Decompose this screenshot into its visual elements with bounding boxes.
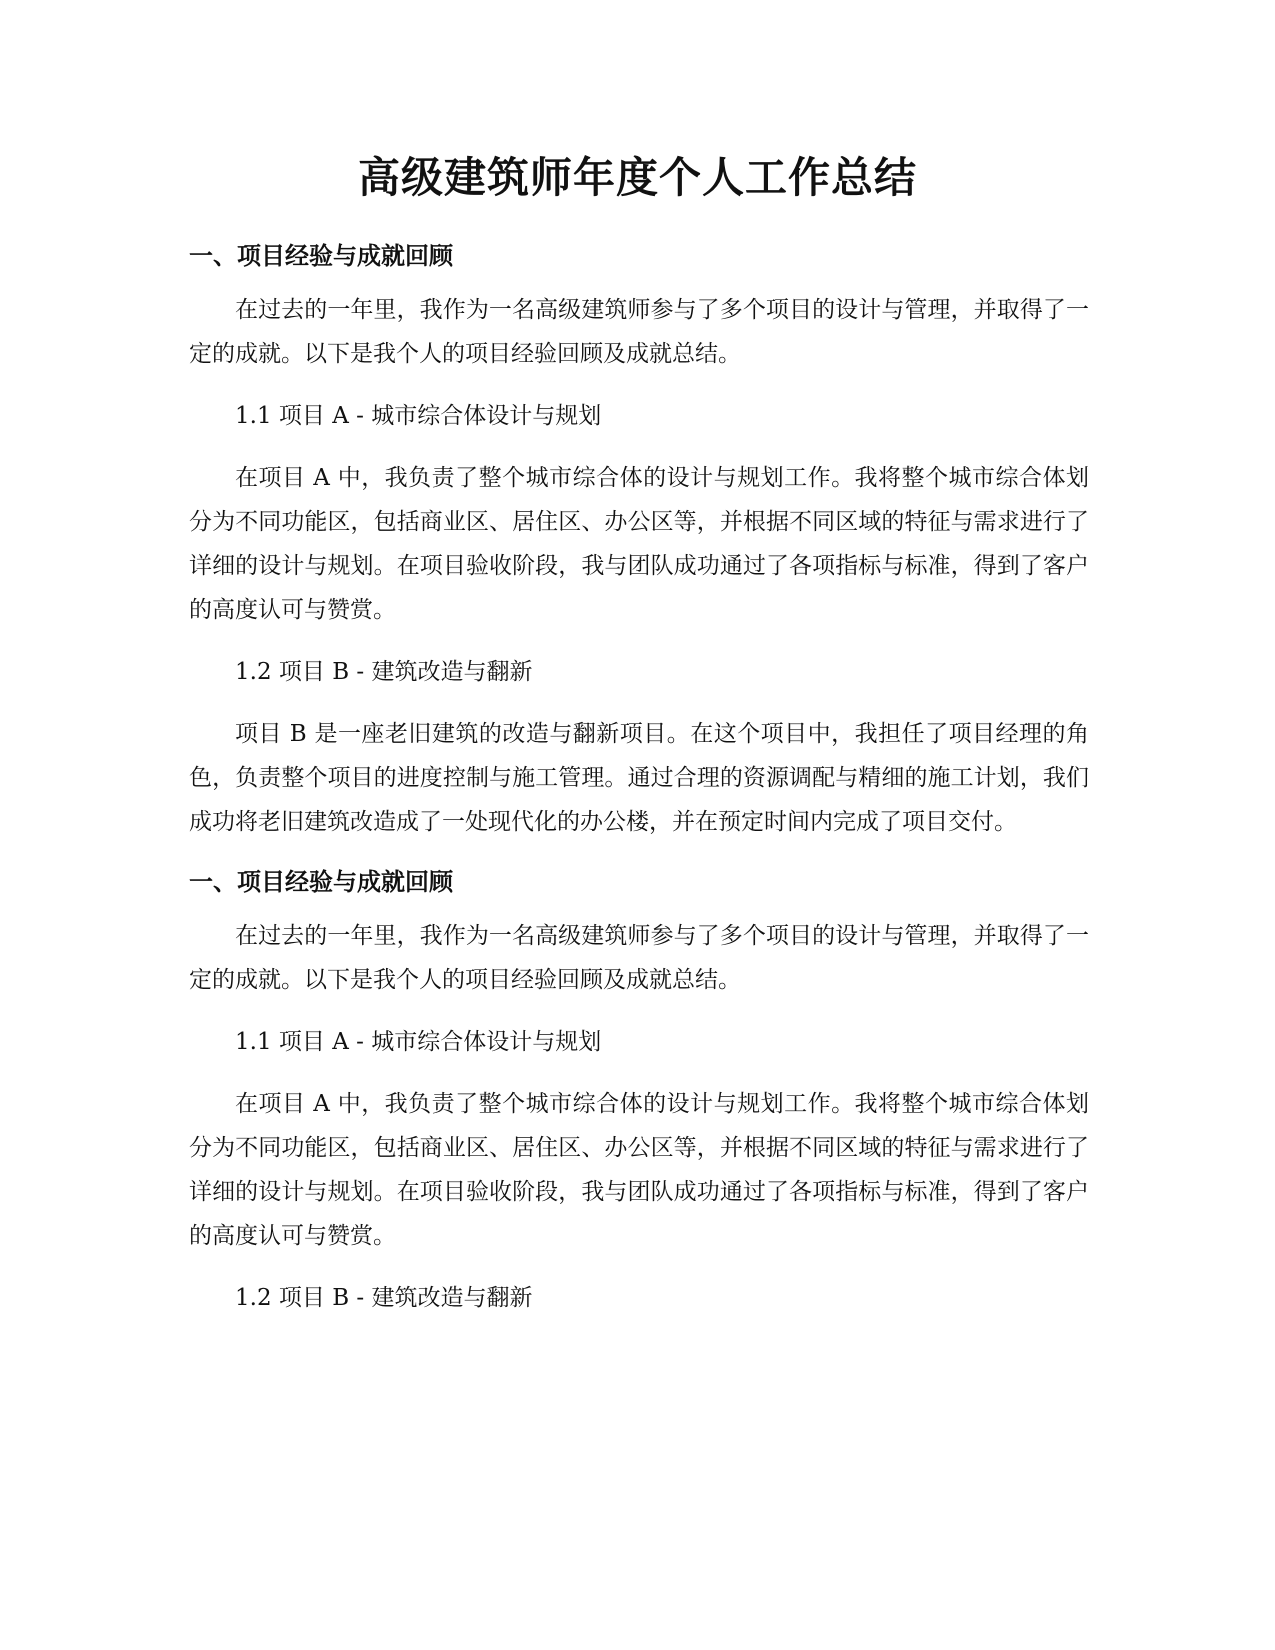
section-intro: 在过去的一年里，我作为一名高级建筑师参与了多个项目的设计与管理，并取得了一定的成就。以下是我个人的项目经验回顾及成就总结。 — [189, 297, 1089, 367]
document-title: 高级建筑师年度个人工作总结 — [357, 153, 917, 202]
subsection-title-project-b: 1.2 项目 B - 建筑改造与翻新 — [235, 659, 533, 685]
subsection-title-project-a: 1.1 项目 A - 城市综合体设计与规划 — [235, 1029, 602, 1055]
subsection-title-project-a: 1.1 项目 A - 城市综合体设计与规划 — [235, 403, 602, 429]
document-body — [189, 236, 1089, 1338]
section-heading: 一、项目经验与成就回顾 — [189, 242, 453, 270]
section-heading: 一、项目经验与成就回顾 — [189, 868, 453, 896]
subsection-body-project-a: 在项目 A 中，我负责了整个城市综合体的设计与规划工作。我将整个城市综合体划分为不同功能区，包括商业区、居住区、办公区等，并根据不同区域的特征与需求进行了详细的设计与规划。在项目验收阶段，我与团队成功通过了各项指标与标准，得到了客户的高度认可与赞赏。 — [189, 1091, 1089, 1249]
subsection-body-project-b: 项目 B 是一座老旧建筑的改造与翻新项目。在这个项目中，我担任了项目经理的角色，负责整个项目的进度控制与施工管理。通过合理的资源调配与精细的施工计划，我们成功将老旧建筑改造成了一处现代化的办公楼，并在预定时间内完成了项目交付。 — [189, 721, 1089, 835]
section-1 — [189, 236, 1089, 844]
section-intro: 在过去的一年里，我作为一名高级建筑师参与了多个项目的设计与管理，并取得了一定的成就。以下是我个人的项目经验回顾及成就总结。 — [189, 923, 1089, 993]
subsection-body-project-a: 在项目 A 中，我负责了整个城市综合体的设计与规划工作。我将整个城市综合体划分为不同功能区，包括商业区、居住区、办公区等，并根据不同区域的特征与需求进行了详细的设计与规划。在项目验收阶段，我与团队成功通过了各项指标与标准，得到了客户的高度认可与赞赏。 — [189, 465, 1089, 623]
subsection-title-project-b: 1.2 项目 B - 建筑改造与翻新 — [235, 1285, 533, 1311]
section-2 — [189, 862, 1089, 1320]
